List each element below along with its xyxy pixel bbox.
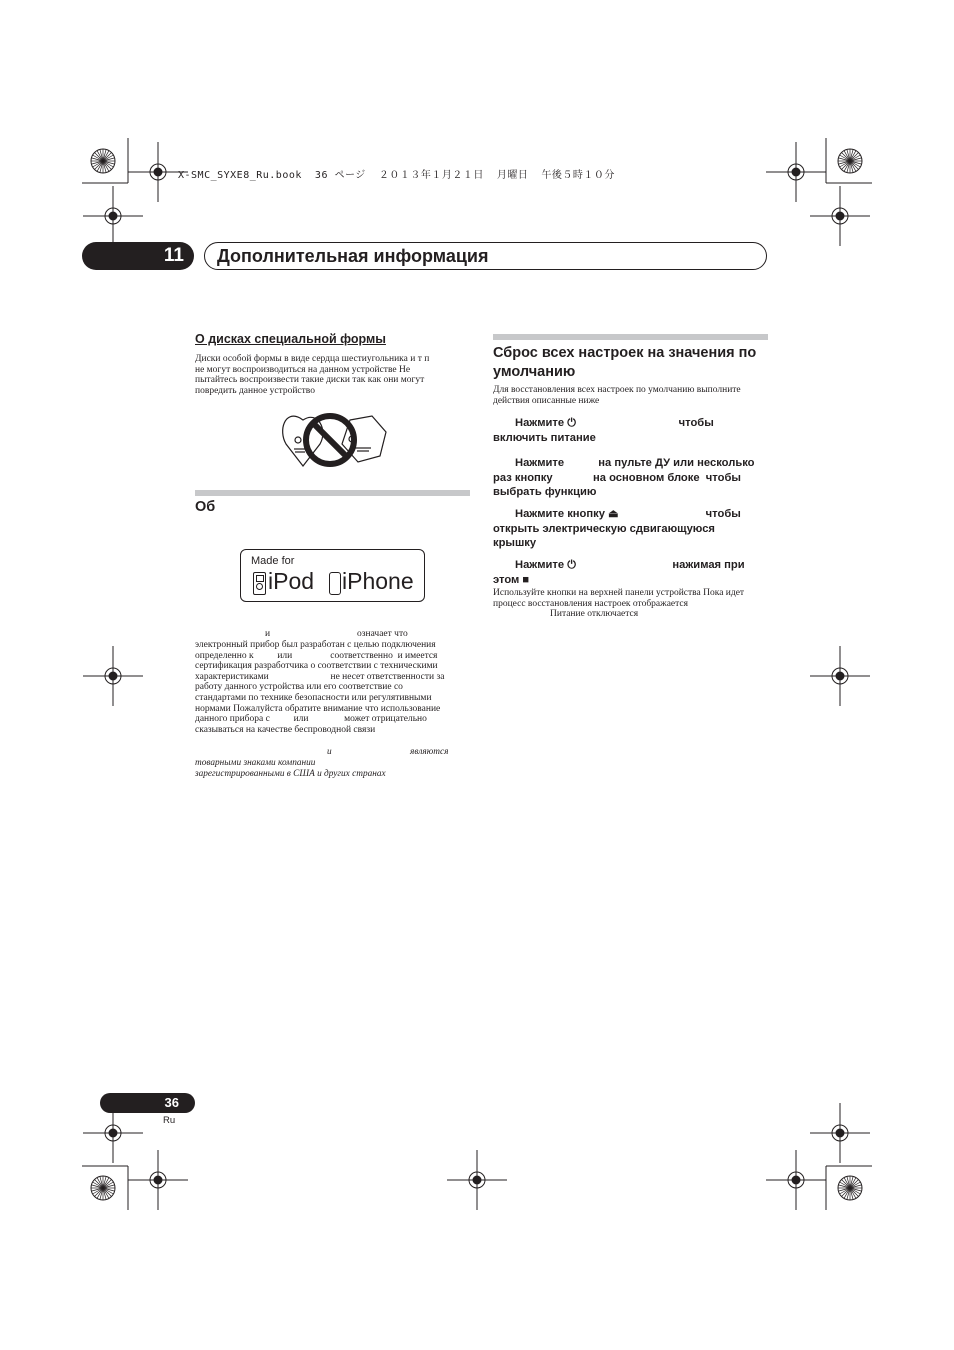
page-number: 36: [100, 1093, 195, 1113]
reset-step-2: Нажмите на пульте ДУ или несколько раз кнопку на основном блоке чтобы выбрать функцию: [493, 457, 755, 499]
section-divider-bar: [195, 490, 470, 496]
reset-note: Используйте кнопки на верхней панели устройства Пока идет процесс восстановления настроек отображается Питание отключается: [493, 588, 745, 620]
special-discs-heading: О дисках специальной формы: [195, 332, 386, 346]
ipod-device-icon: [253, 572, 266, 595]
chapter-number: 11: [82, 242, 194, 270]
ipod-section-heading: Об: [195, 499, 216, 515]
special-discs-text: Диски особой формы в виде сердца шестиугольника и т п не могут воспроизводиться на данном устройстве Не пытайтесь воспроизвести такие диски так как они могут повредить данное устройство: [195, 354, 430, 396]
reset-step-3: Нажмите кнопку ⏏ чтобы открыть электрическую сдвигающуюся крышку: [493, 508, 741, 550]
language-code: Ru: [163, 1115, 176, 1126]
reset-intro: Для восстановления всех настроек по умолчанию выполните действия описанные ниже: [493, 385, 741, 406]
iphone-device-icon: [329, 572, 341, 595]
trademark-first-line: и являются: [327, 747, 449, 757]
reset-section-bar: [493, 334, 768, 340]
trademark-notice: товарными знаками компании зарегистрированными в США и других странах: [195, 758, 386, 779]
reset-step-4: Нажмите ⏻ нажимая при этом ■: [493, 559, 745, 586]
chapter-title: Дополнительная информация: [217, 246, 489, 266]
ipod-wordmark: iPod: [268, 568, 315, 594]
reset-section-heading: Сброс всех настроек на значения по умолчанию: [493, 345, 757, 380]
made-for-first-line: и означает что: [265, 629, 408, 639]
reset-step-1: Нажмите ⏻ чтобы включить питание: [493, 417, 714, 444]
iphone-wordmark: iPhone: [342, 568, 414, 594]
made-for-description: электронный прибор был разработан с целью подключения определенно к или соответственно и имеется сертификация разработчика о соответствии с техническими характеристиками не несет ответственности за работу данного устройства или его соответствие со стандартами по технике безопасности или регулятивными нормами Пожалуйста обратите внимание что использование данного прибора с или может отрицательно сказываться на качестве беспроводной связи: [195, 640, 445, 735]
print-metadata: X-SMC_SYXE8_Ru.book 36 ページ ２０１３年１月２１日 月曜日 午後５時１０分: [178, 170, 615, 181]
made-for-ipod-iphone-badge: [240, 549, 425, 602]
made-for-label: Made for: [251, 555, 295, 567]
